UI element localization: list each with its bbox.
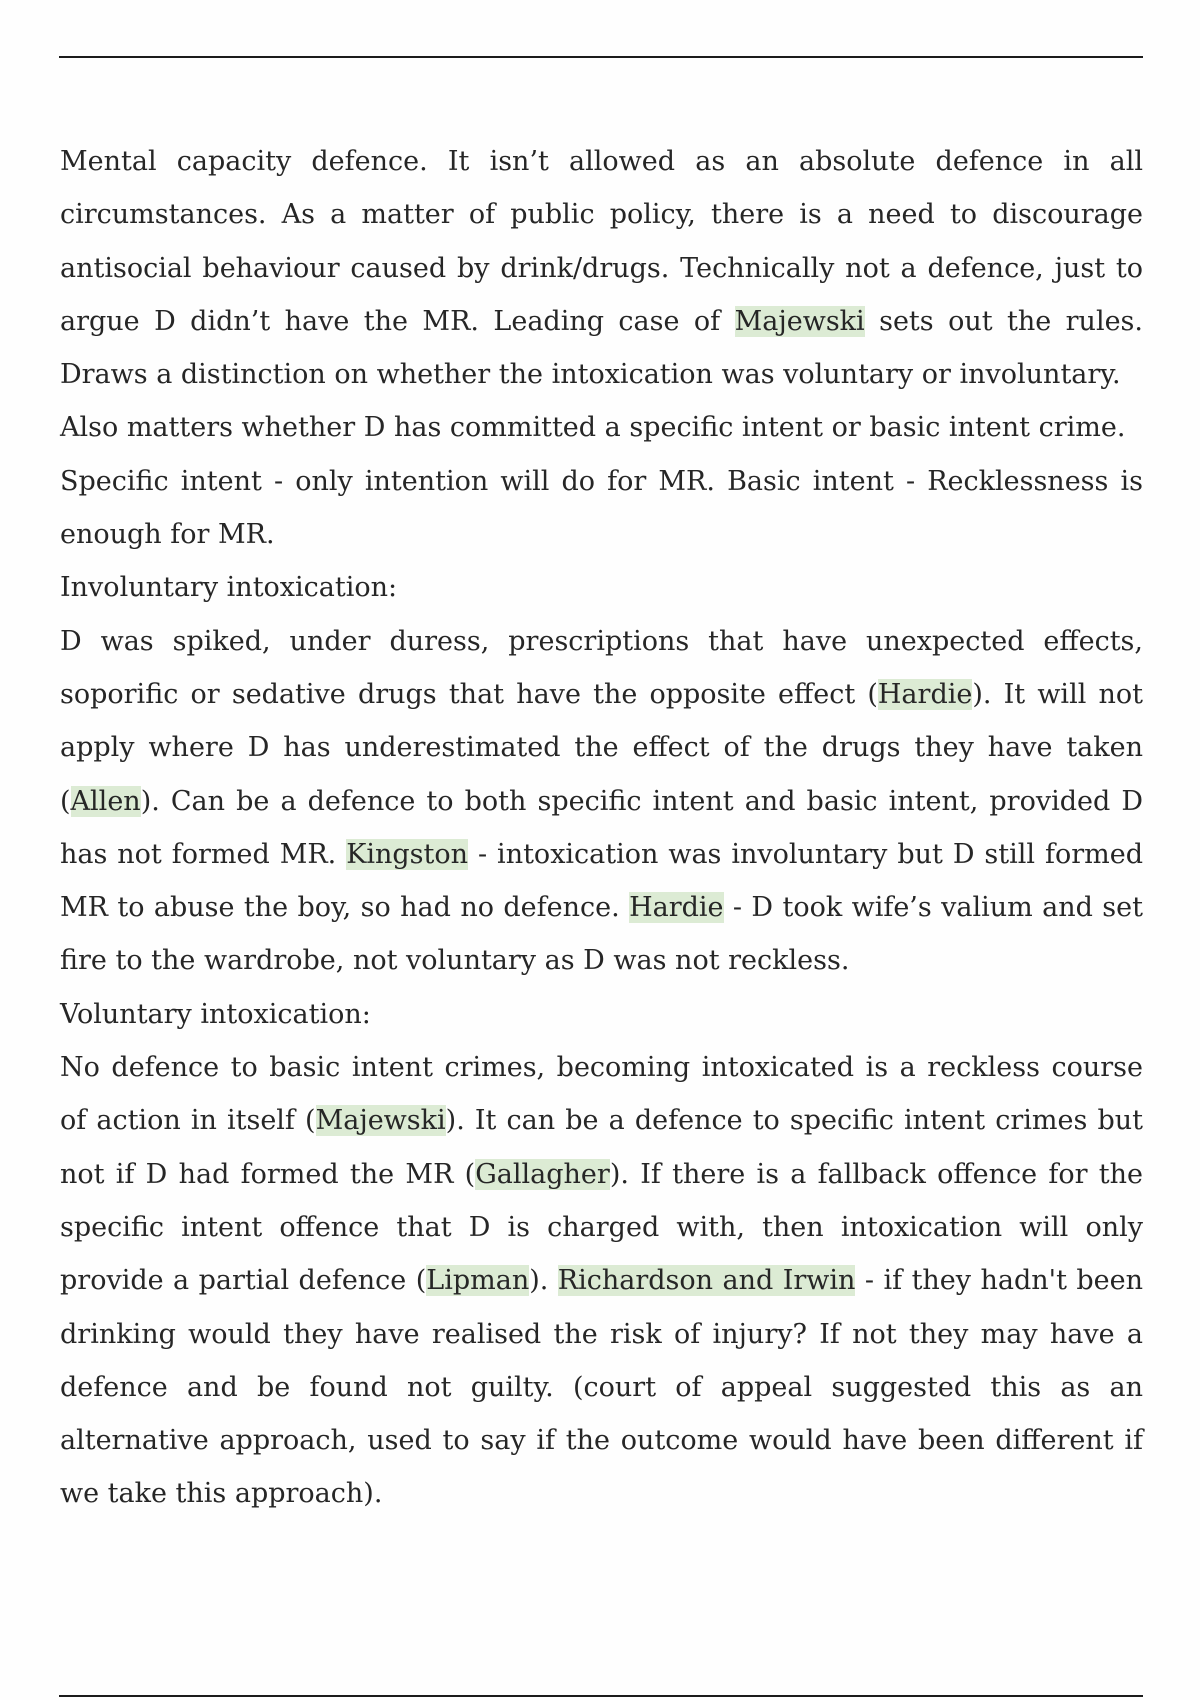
paragraph-voluntary-heading — [60, 988, 1143, 1041]
text-segment: - intoxication was involuntary but D still formed MR to abuse the boy, so had no defence. — [60, 838, 1143, 924]
text-segment: No defence to basic intent crimes, becoming intoxicated is a reckless course of action in itself ( — [60, 1052, 1143, 1137]
paragraph-intro — [60, 135, 1143, 401]
text-segment: sets out the rules. Draws a distinction on whether the intoxication was voluntary or involuntary. — [60, 305, 1143, 391]
case-name-highlight: Hardie — [877, 678, 973, 710]
case-name-highlight: Richardson and Irwin — [557, 1265, 856, 1297]
text-segment: ). Can be a defence to both specific intent and basic intent, provided D has not formed MR. — [60, 785, 1143, 870]
case-name-highlight: Kingston — [346, 838, 469, 870]
text-segment: ). It can be a defence to specific intent crimes but not if D had formed the MR ( — [60, 1105, 1143, 1190]
paragraph-definitions — [60, 455, 1143, 562]
text-segment: ). If there is a fallback offence for the specific intent offence that D is charged with, then intoxication will only provide a partial defence ( — [60, 1158, 1143, 1297]
text-segment: Involuntary intoxication: — [60, 572, 398, 604]
top-rule — [59, 56, 1143, 58]
paragraph-involuntary-body — [60, 615, 1143, 988]
paragraph-involuntary-heading — [60, 561, 1143, 614]
text-segment: Voluntary intoxication: — [60, 998, 371, 1030]
paragraph-specific-basic — [60, 401, 1143, 454]
case-name-highlight: Majewski — [734, 305, 865, 337]
case-name-highlight: Lipman — [426, 1265, 530, 1297]
case-name-highlight: Majewski — [315, 1105, 446, 1137]
text-segment: D was spiked, under duress, prescriptions that have unexpected effects, soporific or sedative drugs that have the opposite effect ( — [60, 625, 1143, 710]
case-name-highlight: Hardie — [629, 892, 724, 924]
text-segment: ). It will not apply where D has underestimated the effect of the drugs they have taken ( — [60, 678, 1144, 817]
paragraph-voluntary-body — [60, 1041, 1143, 1521]
text-segment: Mental capacity defence. It isn’t allowed as an absolute defence in all circumstances. As a matter of public policy, there is a need to discourage antisocial behaviour caused by drink/drugs. Technically not a defence, just to argue D didn’t have the MR. Leading case of — [60, 146, 1143, 337]
text-segment: Also matters whether D has committed a specific intent or basic intent crime. — [60, 412, 1126, 444]
case-name-highlight: Allen — [70, 785, 141, 817]
text-segment: Specific intent - only intention will do for MR. Basic intent - Recklessness is enough for MR. — [60, 465, 1143, 551]
case-name-highlight: Gallagher — [475, 1158, 610, 1190]
text-segment: - D took wife’s valium and set fire to the wardrobe, not voluntary as D was not reckless. — [60, 892, 1143, 977]
document-body — [60, 135, 1143, 1521]
bottom-rule — [59, 1695, 1143, 1697]
text-segment: - if they hadn't been drinking would they have realised the risk of injury? If not they may have a defence and be found not guilty. (court of appeal suggested this as an alternative approach, used to say if the outcome would have been different if we take this approach). — [60, 1265, 1144, 1510]
text-segment: ). — [529, 1265, 558, 1297]
